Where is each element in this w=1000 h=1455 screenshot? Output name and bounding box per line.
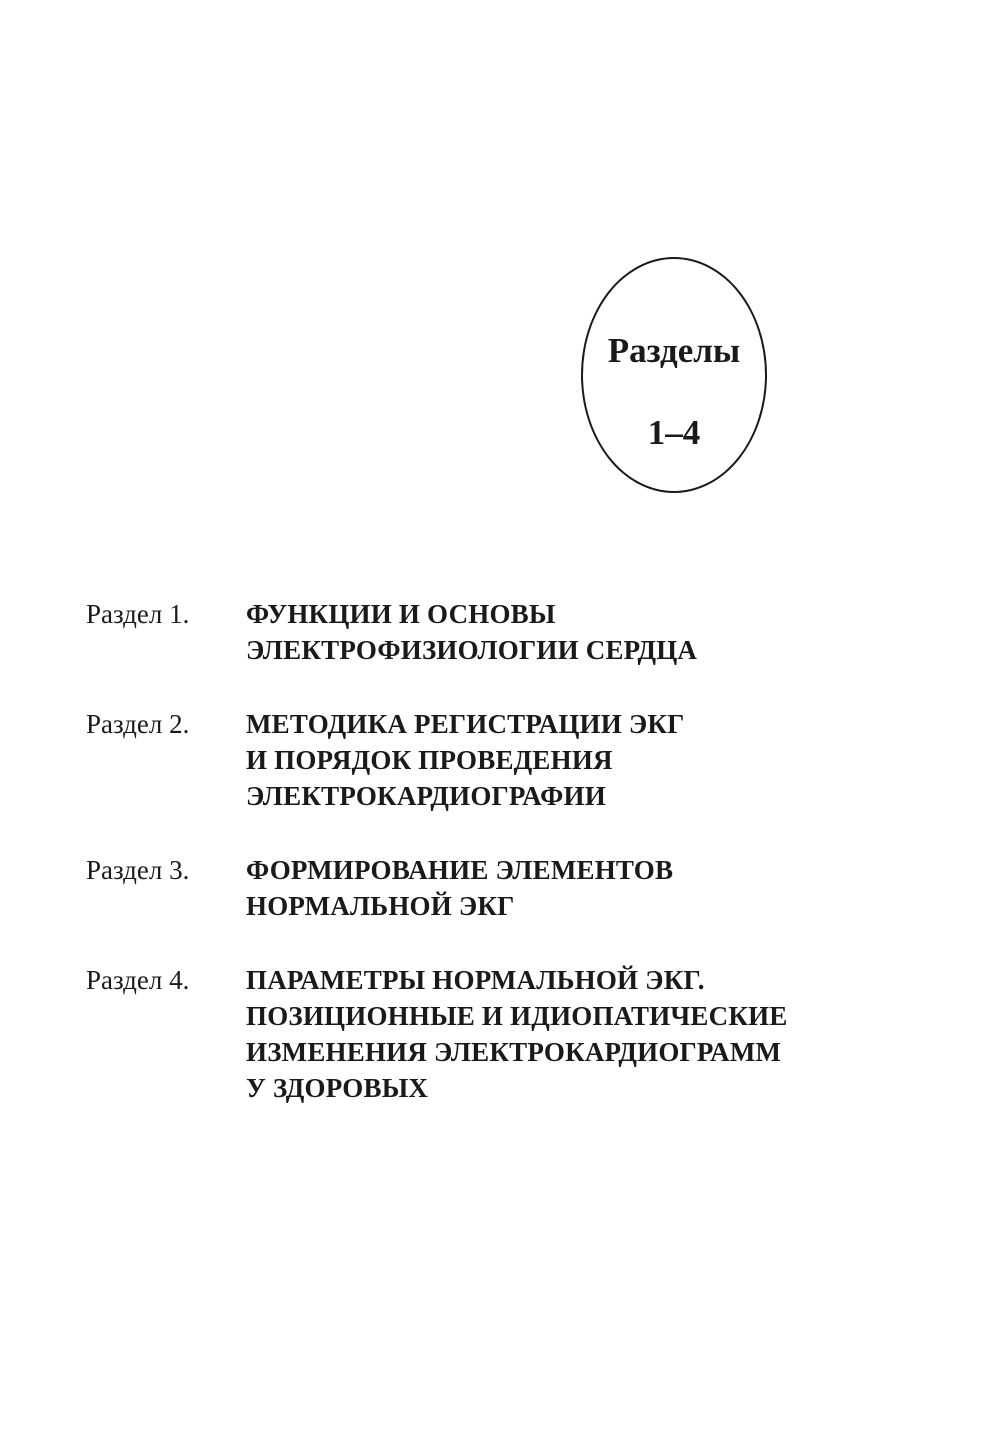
section-label: Раздел 2. [86, 709, 190, 739]
section-3 [86, 852, 946, 924]
section-title-line: ФОРМИРОВАНИЕ ЭЛЕМЕНТОВ [246, 855, 674, 885]
section-1 [86, 596, 946, 668]
oval-title: Разделы [607, 331, 741, 370]
section-list [86, 596, 946, 1106]
section-title-line: НОРМАЛЬНОЙ ЭКГ [246, 891, 515, 921]
section-title-line: ЭЛЕКТРОФИЗИОЛОГИИ СЕРДЦА [246, 635, 698, 665]
section-title-line: И ПОРЯДОК ПРОВЕДЕНИЯ [246, 745, 613, 775]
section-label: Раздел 1. [86, 599, 190, 629]
section-title-line: ФУНКЦИИ И ОСНОВЫ [246, 599, 556, 629]
section-2 [86, 706, 946, 814]
section-title-line: ИЗМЕНЕНИЯ ЭЛЕКТРОКАРДИОГРАММ [246, 1037, 782, 1067]
section-label: Раздел 3. [86, 855, 190, 885]
section-title-line: ЭЛЕКТРОКАРДИОГРАФИИ [246, 781, 606, 811]
section-title-line: ПАРАМЕТРЫ НОРМАЛЬНОЙ ЭКГ. [246, 965, 705, 995]
section-title [246, 706, 946, 814]
section-title [246, 596, 946, 668]
oval-range: 1–4 [647, 413, 701, 452]
section-label: Раздел 4. [86, 965, 190, 995]
section-title [246, 852, 946, 924]
section-4 [86, 962, 946, 1106]
section-title-line: У ЗДОРОВЫХ [246, 1073, 429, 1103]
section-title [246, 962, 946, 1106]
section-title-line: МЕТОДИКА РЕГИСТРАЦИИ ЭКГ [246, 709, 685, 739]
section-title-line: ПОЗИЦИОННЫЕ И ИДИОПАТИЧЕСКИЕ [246, 1001, 788, 1031]
